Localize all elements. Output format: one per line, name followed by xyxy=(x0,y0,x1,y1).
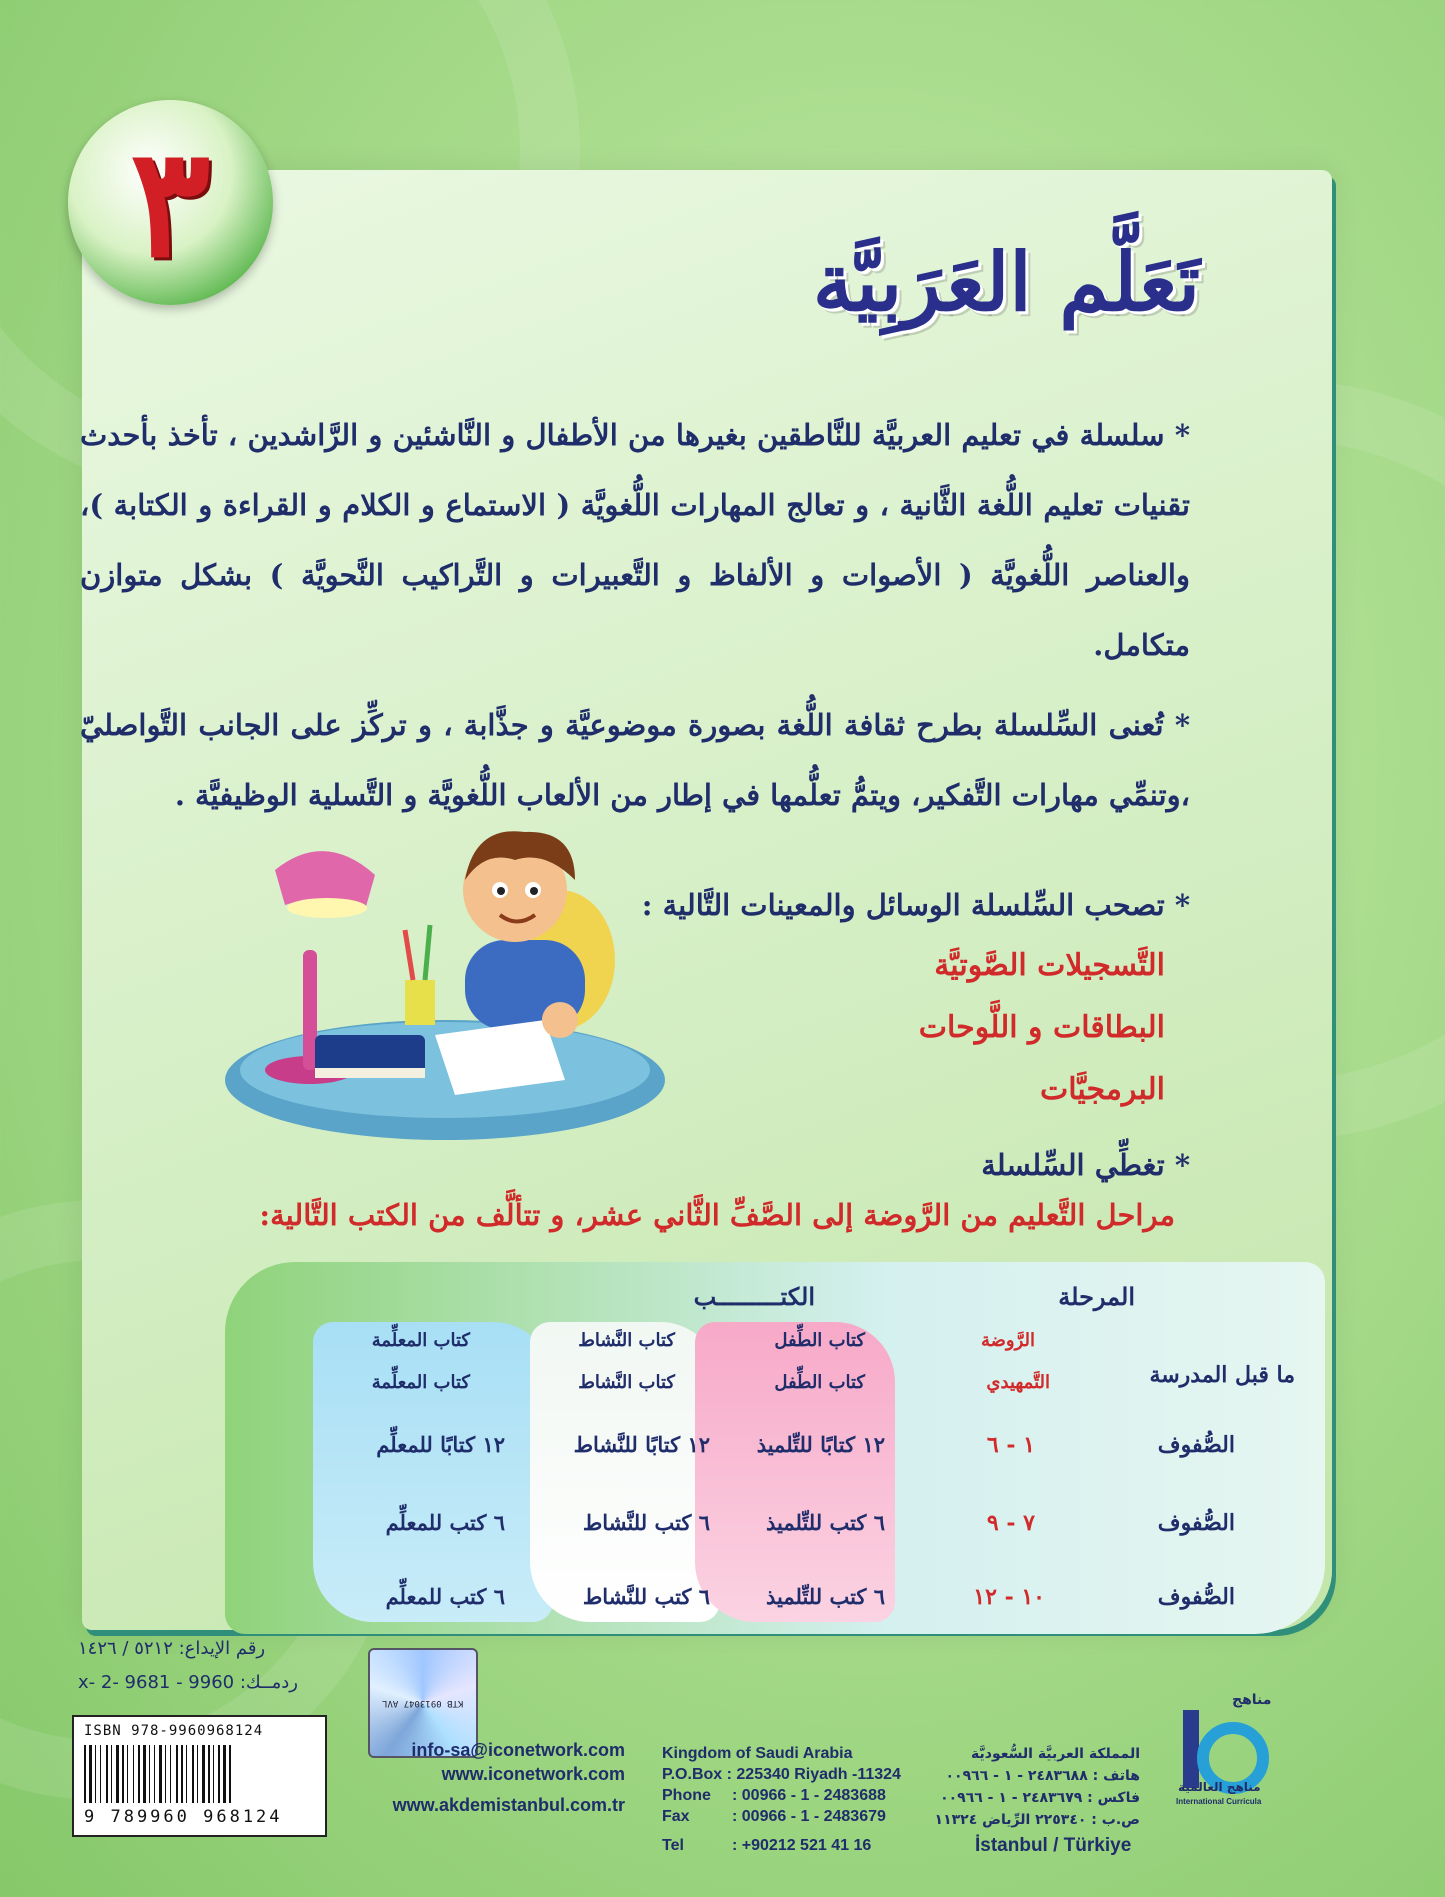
row-activity-book: كتاب النَّشاط xyxy=(578,1372,675,1393)
barcode-bar xyxy=(147,1745,148,1803)
barcode-bar xyxy=(93,1745,94,1803)
tel-number: : +90212 521 41 16 xyxy=(732,1837,872,1854)
barcode-bar xyxy=(208,1745,210,1803)
pencil-cup xyxy=(405,980,435,1025)
barcode-bar xyxy=(135,1745,137,1803)
aids-heading: * تصحب السِّلسلة الوسائل والمعينات التَّالية : xyxy=(641,888,1190,922)
row-stage: التَّمهيدي xyxy=(986,1372,1050,1393)
row-category: الصُّفوف xyxy=(1157,1510,1235,1536)
website-link-2: www.akdemistanbul.com.tr xyxy=(392,1795,625,1815)
aid-cards-and-boards: البطاقات و اللَّوحات xyxy=(918,1010,1165,1045)
description-paragraph-1: * سلسلة في تعليم العربيَّة للنَّاطقين بغيرها من الأطفال و النَّاشئين و الرَّاشدين ، تأخذ بأحدث تقنيات تعليم اللُّغة الثَّانية ، و تعالج المهارات اللُّغويَّة ( الاستماع و الكلام و القراءة و الكتابة )، والعناصر اللُّغويَّة ( الأصوات و الألفاظ و التَّعبيرات و التَّراكيب النَّحويَّة ) بشكل متوازن متكامل. xyxy=(80,418,1190,662)
hologram-code: KTB 0913047 AVL xyxy=(382,1698,464,1708)
barcode-bar xyxy=(170,1745,171,1803)
logo-arabic-top: مناهج xyxy=(1232,1692,1272,1708)
website-link: www.iconetwork.com xyxy=(441,1764,625,1784)
phone-number: : 00966 - 1 - 2483688 xyxy=(732,1787,886,1804)
phone-label: Phone xyxy=(662,1787,711,1804)
barcode-bar xyxy=(133,1745,134,1803)
barcode-bar xyxy=(129,1745,132,1803)
barcode-bar xyxy=(172,1745,175,1803)
ic-logo-icon xyxy=(1175,1700,1275,1830)
boy-hand xyxy=(542,1002,578,1038)
row-teacher-book: كتاب المعلِّمة xyxy=(371,1330,470,1351)
barcode-bar xyxy=(199,1745,201,1803)
barcode-bar xyxy=(227,1745,228,1803)
row-teacher-book: كتاب المعلِّمة xyxy=(371,1372,470,1393)
barcode-bar xyxy=(221,1745,222,1803)
contact-country: Kingdom of Saudi Arabia xyxy=(662,1745,853,1762)
row-child-book: ١٢ كتابًا للتِّلميذ xyxy=(756,1432,885,1457)
book-title: تَعَلَّم العَرَبِيَّة xyxy=(812,235,1200,329)
barcode-bar xyxy=(154,1745,155,1803)
barcode-bar xyxy=(122,1745,124,1803)
istanbul-address: İstanbul / Türkiye xyxy=(975,1835,1132,1856)
aids-list xyxy=(919,935,1165,1121)
barcode-bar xyxy=(229,1745,231,1803)
barcode-bar xyxy=(97,1745,99,1803)
barcode-bar xyxy=(223,1745,226,1803)
barcode xyxy=(72,1715,327,1837)
barcode-bar xyxy=(84,1745,86,1803)
barcode-bar xyxy=(116,1745,119,1803)
barcode-bars xyxy=(84,1745,315,1803)
contact-pobox: P.O.Box : 225340 Riyadh -11324 xyxy=(662,1766,901,1783)
teacher-books-column xyxy=(313,1322,553,1622)
contact-phone xyxy=(662,1787,886,1805)
barcode-bar xyxy=(184,1745,185,1803)
volume-number: ٣ xyxy=(130,114,211,291)
barcode-bar xyxy=(195,1745,196,1803)
row-activity-book: ٦ كتب للنَّشاط xyxy=(582,1584,710,1609)
barcode-bar xyxy=(197,1745,198,1803)
row-child-book: كتاب الطِّفل xyxy=(774,1330,865,1351)
barcode-bar xyxy=(141,1745,142,1803)
row-teacher-book: ٦ كتب للمعلِّم xyxy=(385,1510,505,1535)
barcode-bar xyxy=(211,1745,212,1803)
row-stage: ٧ - ٩ xyxy=(986,1510,1035,1536)
logo-english: International Curricula xyxy=(1176,1797,1262,1806)
row-category: الصُّفوف xyxy=(1157,1584,1235,1610)
barcode-bar xyxy=(113,1745,115,1803)
barcode-bar xyxy=(181,1745,183,1803)
boy-studying-illustration xyxy=(215,820,665,1140)
barcode-number: 9 789960 968124 xyxy=(84,1807,283,1827)
barcode-bar xyxy=(159,1745,162,1803)
table-header-stage: المرحلة xyxy=(1058,1282,1135,1311)
barcode-bar xyxy=(151,1745,153,1803)
barcode-bar xyxy=(167,1745,169,1803)
barcode-bar xyxy=(109,1745,110,1803)
barcode-bar xyxy=(156,1745,158,1803)
stages-line: مراحل التَّعليم من الرَّوضة إلى الصَّفِّ الثَّاني عشر، و تتألَّف من الكتب التَّالية: xyxy=(259,1198,1175,1232)
deposit-number: رقم الإيداع: ٥٢١٢ / ١٤٢٦ xyxy=(78,1638,266,1659)
barcode-bar xyxy=(202,1745,205,1803)
fax-number: : 00966 - 1 - 2483679 xyxy=(732,1808,886,1825)
row-child-book: ٦ كتب للتِّلميذ xyxy=(766,1584,885,1609)
barcode-bar xyxy=(186,1745,187,1803)
row-child-book: كتاب الطِّفل xyxy=(774,1372,865,1393)
books-table xyxy=(225,1262,1325,1634)
isbn-label: ISBN 978-9960968124 xyxy=(84,1723,264,1739)
barcode-bar xyxy=(125,1745,126,1803)
barcode-bar xyxy=(89,1745,92,1803)
logo-arabic-bottom: مناهج العالمية xyxy=(1178,1780,1261,1794)
volume-badge xyxy=(68,100,273,305)
coverage-heading: * تغطِّي السِّلسلة xyxy=(981,1148,1190,1182)
student-books-column xyxy=(695,1322,895,1622)
barcode-bar xyxy=(102,1745,105,1803)
barcode-bar xyxy=(120,1745,121,1803)
barcode-bar xyxy=(149,1745,150,1803)
contact-tel xyxy=(662,1837,871,1855)
row-teacher-book: ١٢ كتابًا للمعلِّم xyxy=(376,1432,505,1457)
aid-audio-recordings: التَّسجيلات الصَّوتيَّة xyxy=(934,948,1165,983)
row-category: ما قبل المدرسة xyxy=(1149,1362,1295,1388)
barcode-bar xyxy=(138,1745,140,1803)
row-stage: ١٠ - ١٢ xyxy=(973,1584,1045,1610)
fax-label: Fax xyxy=(662,1808,690,1825)
barcode-bar xyxy=(95,1745,96,1803)
contact-fax-ar: فاكس : ٢٤٨٣٦٧٩ - ١ - ٠٠٩٦٦ xyxy=(940,1790,1140,1806)
contact-pobox-ar: ص.ب : ٢٢٥٣٤٠ الرِّياض ١١٣٢٤ xyxy=(934,1812,1140,1828)
barcode-bar xyxy=(143,1745,146,1803)
barcode-bar xyxy=(215,1745,217,1803)
row-stage: الرَّوضة xyxy=(980,1330,1035,1351)
table-header-books: الكتـــــــــب xyxy=(693,1282,815,1311)
contact-phone-ar: هاتف : ٢٤٨٣٦٨٨ - ١ - ٠٠٩٦٦ xyxy=(945,1768,1140,1784)
aid-software: البرمجيَّات xyxy=(1040,1072,1165,1107)
barcode-bar xyxy=(111,1745,112,1803)
barcode-bar xyxy=(192,1745,194,1803)
barcode-bar xyxy=(127,1745,128,1803)
contact-fax xyxy=(662,1808,886,1826)
barcode-bar xyxy=(100,1745,101,1803)
tel-label: Tel xyxy=(662,1837,684,1854)
description-paragraph-2: * تُعنى السِّلسلة بطرح ثقافة اللُّغة بصورة موضوعيَّة و جذَّابة ، و تركِّز على الجانب التَّواصليّ ،وتنمِّي مهارات التَّفكير، ويتمُّ تعلُّمها في إطار من الألعاب اللُّغويَّة و التَّسلية الوظيفيَّة . xyxy=(80,708,1190,812)
email-address: info-sa@iconetwork.com xyxy=(411,1740,625,1760)
barcode-bar xyxy=(163,1745,164,1803)
barcode-bar xyxy=(206,1745,207,1803)
row-activity-book: ١٢ كتابًا للنَّشاط xyxy=(573,1432,710,1457)
row-teacher-book: ٦ كتب للمعلِّم xyxy=(385,1584,505,1609)
isbn-arabic: ردمــك: x- 2- 9681 - 9960 xyxy=(78,1672,298,1693)
contact-country-ar: المملكة العربيَّة السُّعوديَّة xyxy=(971,1746,1140,1762)
row-category: الصُّفوف xyxy=(1157,1432,1235,1458)
row-activity-book: ٦ كتب للنَّشاط xyxy=(582,1510,710,1535)
barcode-bar xyxy=(87,1745,88,1803)
barcode-bar xyxy=(165,1745,166,1803)
row-stage: ١ - ٦ xyxy=(986,1432,1035,1458)
row-child-book: ٦ كتب للتِّلميذ xyxy=(766,1510,885,1535)
barcode-bar xyxy=(218,1745,220,1803)
row-activity-book: كتاب النَّشاط xyxy=(578,1330,675,1351)
barcode-bar xyxy=(106,1745,108,1803)
barcode-bar xyxy=(179,1745,180,1803)
barcode-bar xyxy=(213,1745,214,1803)
barcode-bar xyxy=(176,1745,178,1803)
barcode-bar xyxy=(188,1745,191,1803)
activity-books-column xyxy=(530,1322,720,1622)
